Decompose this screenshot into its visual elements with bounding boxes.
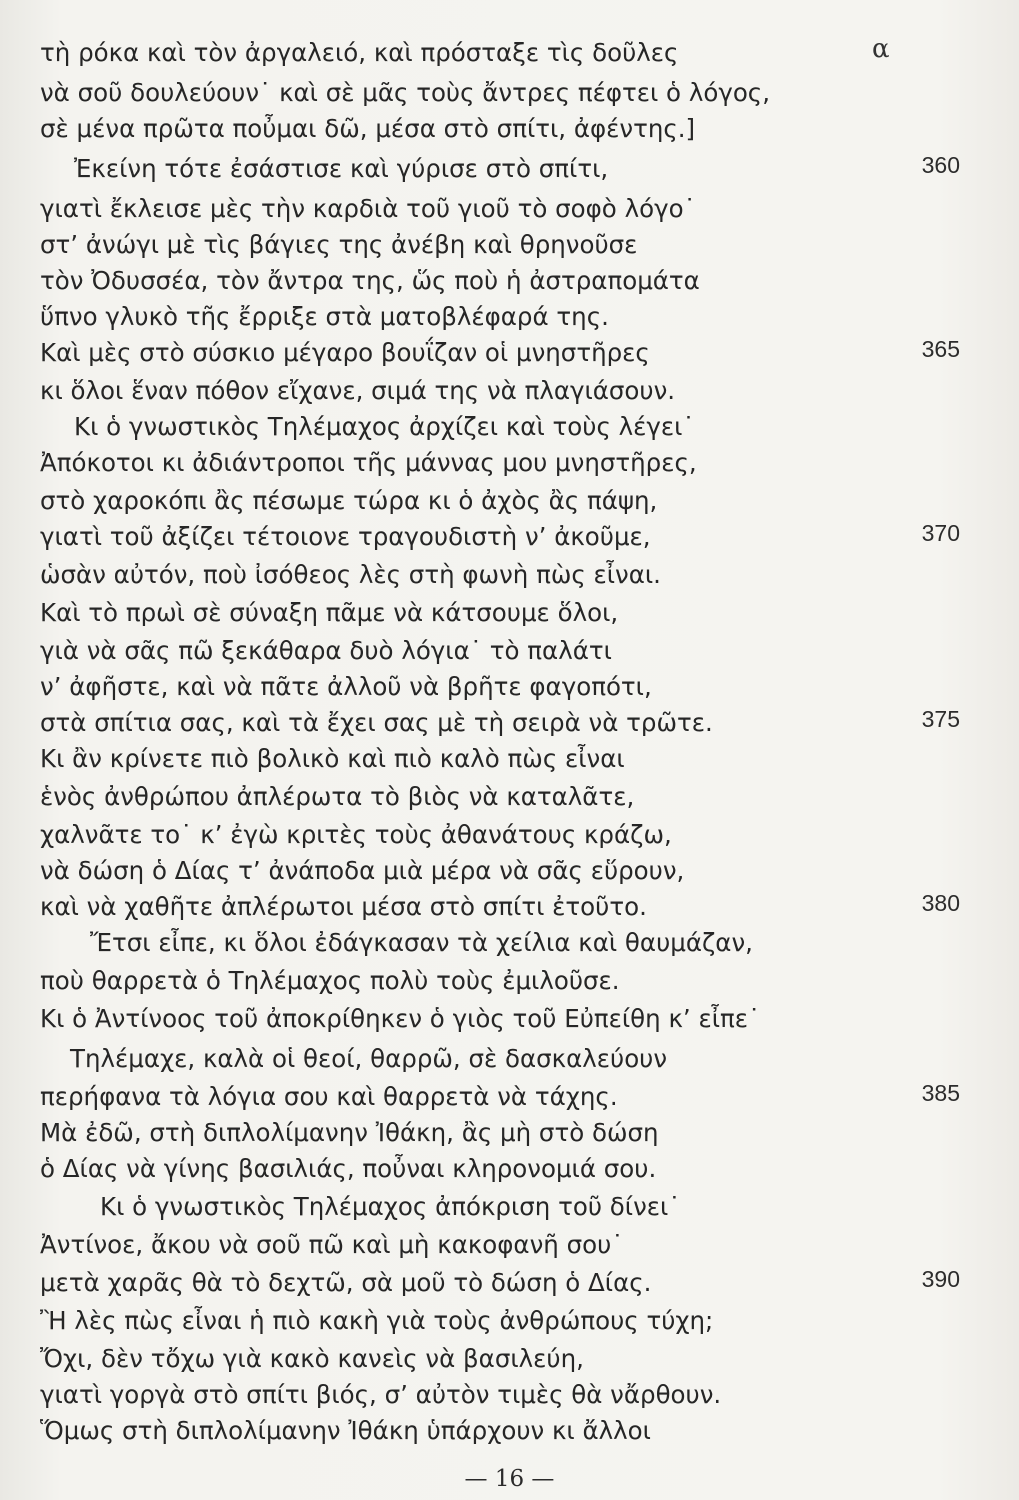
verse-text: στὰ σπίτια σας, καὶ τὰ ἔχει σας μὲ τὴ σειρὰ νὰ τρῶτε.: [40, 708, 713, 737]
verse-line: [0, 966, 960, 1006]
verse-line: [0, 820, 960, 860]
line-number: 360: [921, 152, 960, 178]
verse-text: Τηλέμαχε, καλὰ οἱ θεοί, θαρρῶ, σὲ δασκαλεύουν: [70, 1044, 668, 1073]
verse-line: [0, 1268, 960, 1308]
verse-line: [0, 522, 960, 562]
line-number: 390: [921, 1266, 960, 1292]
verse-line: [0, 1192, 960, 1232]
verse-text: Καὶ τὸ πρωὶ σὲ σύναξη πᾶμε νὰ κάτσουμε ὅλοι,: [40, 598, 619, 627]
verse-line: [0, 1306, 960, 1346]
verse-text: κι ὅλοι ἕναν πόθον εἴχανε, σιμά της νὰ πλαγιάσουν.: [40, 376, 676, 405]
verse-line: [0, 598, 960, 638]
verse-line: [0, 448, 960, 488]
verse-line: [0, 744, 960, 784]
verse-line: [0, 78, 960, 118]
verse-text: Κι ἂν κρίνετε πιὸ βολικὸ καὶ πιὸ καλὸ πὼς εἶναι: [40, 744, 625, 773]
verse-text: Ἢ λὲς πὼς εἶναι ἡ πιὸ κακὴ γιὰ τοὺς ἀνθρώπους τύχη;: [40, 1306, 714, 1335]
line-number: 370: [921, 520, 960, 546]
verse-text: σὲ μένα πρῶτα ποὖμαι δῶ, μέσα στὸ σπίτι, ἀφέντης.]: [40, 114, 696, 143]
verse-line: [0, 1344, 960, 1384]
verse-text: γιατὶ γοργὰ στὸ σπίτι βιός, σ’ αὐτὸν τιμὲς θὰ νἄρθουν.: [40, 1380, 722, 1409]
line-number: 380: [921, 890, 960, 916]
verse-text: γιατὶ τοῦ ἀξίζει τέτοιονε τραγουδιστὴ ν’ ἀκοῦμε,: [40, 522, 651, 551]
verse-line: [0, 1118, 960, 1158]
verse-line: [0, 856, 960, 896]
verse-text: Κι ὁ γνωστικὸς Τηλέμαχος ἀρχίζει καὶ τοὺς λέγει˙: [74, 412, 695, 441]
verse-line: [0, 376, 960, 416]
verse-text: ὕπνο γλυκὸ τῆς ἔρριξε στὰ ματοβλέφαρά της.: [40, 302, 609, 331]
verse-line: [0, 1154, 960, 1194]
verse-line: [0, 154, 960, 194]
verse-text: Μὰ ἐδῶ, στὴ διπλολίμανην Ἰθάκη, ἂς μὴ στὸ δώση: [40, 1118, 659, 1147]
verse-text: νὰ δώση ὁ Δίας τ’ ἀνάποδα μιὰ μέρα νὰ σᾶς εὕρουν,: [40, 856, 685, 885]
verse-line: [0, 412, 960, 452]
verse-text: Κι ὁ γνωστικὸς Τηλέμαχος ἀπόκριση τοῦ δίνει˙: [100, 1192, 681, 1221]
verse-line: [0, 636, 960, 676]
verse-line: [0, 782, 960, 822]
verse-text: Κι ὁ Ἀντίνοος τοῦ ἀποκρίθηκεν ὁ γιὸς τοῦ Εὐπείθη κ’ εἶπε˙: [40, 1004, 761, 1033]
verse-line: [0, 302, 960, 342]
verse-text: Καὶ μὲς στὸ σύσκιο μέγαρο βουΐζαν οἱ μνηστῆρες: [40, 338, 650, 367]
verse-line: [0, 38, 960, 78]
verse-text: μετὰ χαρᾶς θὰ τὸ δεχτῶ, σὰ μοῦ τὸ δώση ὁ Δίας.: [40, 1268, 652, 1297]
verse-text: Ὄχι, δὲν τὄχω γιὰ κακὸ κανεὶς νὰ βασιλεύη,: [40, 1344, 584, 1373]
verse-text: Ὅμως στὴ διπλολίμανην Ἰθάκη ὑπάρχουν κι ἄλλοι: [40, 1416, 651, 1445]
verse-text: ν’ ἀφῆστε, καὶ νὰ πᾶτε ἀλλοῦ νὰ βρῆτε φαγοπότι,: [40, 672, 652, 701]
line-number: 375: [921, 706, 960, 732]
verse-line: [0, 486, 960, 526]
verse-line: [0, 1044, 960, 1084]
verse-line: [0, 1416, 960, 1456]
verse-text: νὰ σοῦ δουλεύουν˙ καὶ σὲ μᾶς τοὺς ἄντρες πέφτει ὁ λόγος,: [40, 78, 770, 107]
verse-text: Ἀπόκοτοι κι ἀδιάντροποι τῆς μάννας μου μνηστῆρες,: [40, 448, 697, 477]
verse-text: Ἀντίνοε, ἄκου νὰ σοῦ πῶ καὶ μὴ κακοφανῆ σου˙: [40, 1230, 624, 1259]
verse-line: [0, 338, 960, 378]
verse-line: [0, 1004, 960, 1044]
verse-text: τὴ ρόκα καὶ τὸν ἀργαλειό, καὶ πρόσταξε τὶς δοῦλες: [40, 38, 679, 67]
verse-text: γιατὶ ἔκλεισε μὲς τὴν καρδιὰ τοῦ γιοῦ τὸ σοφὸ λόγο˙: [40, 194, 696, 223]
verse-text: Ἔτσι εἶπε, κι ὅλοι ἐδάγκασαν τὰ χείλια καὶ θαυμάζαν,: [90, 928, 753, 957]
verse-line: [0, 1380, 960, 1420]
verse-line: [0, 892, 960, 932]
verse-line: [0, 1082, 960, 1122]
verse-text: ἑνὸς ἀνθρώπου ἀπλέρωτα τὸ βιὸς νὰ καταλᾶτε,: [40, 782, 635, 811]
section-mark: α: [872, 34, 890, 64]
verse-text: τὸν Ὀδυσσέα, τὸν ἄντρα της, ὥς ποὺ ἡ ἀστραπομάτα: [40, 266, 700, 295]
verse-line: [0, 928, 960, 968]
line-number: 385: [921, 1080, 960, 1106]
verse-line: [0, 708, 960, 748]
verse-text: γιὰ νὰ σᾶς πῶ ξεκάθαρα δυὸ λόγια˙ τὸ παλάτι: [40, 636, 612, 665]
verse-text: στὸ χαροκόπι ἂς πέσωμε τώρα κι ὁ ἀχὸς ἂς πάψη,: [40, 486, 658, 515]
verse-line: [0, 1230, 960, 1270]
verse-line: [0, 266, 960, 306]
page-number: — 16 —: [464, 1466, 555, 1492]
verse-text: Ἐκείνη τότε ἐσάστισε καὶ γύρισε στὸ σπίτι,: [74, 154, 609, 183]
verse-text: καὶ νὰ χαθῆτε ἀπλέρωτοι μέσα στὸ σπίτι ἐτοῦτο.: [40, 892, 647, 921]
verse-text: στ’ ἀνώγι μὲ τὶς βάγιες της ἀνέβη καὶ θρηνοῦσε: [40, 230, 638, 259]
verse-line: [0, 114, 960, 154]
verse-line: [0, 560, 960, 600]
verse-line: [0, 230, 960, 270]
verse-text: ὁ Δίας νὰ γίνης βασιλιάς, ποὖναι κληρονομιά σου.: [40, 1154, 657, 1183]
verse-line: [0, 194, 960, 234]
verse-text: ὡσὰν αὐτόν, ποὺ ἰσόθεος λὲς στὴ φωνὴ πὼς εἶναι.: [40, 560, 661, 589]
verse-text: χαλνᾶτε το˙ κ’ ἐγὼ κριτὲς τοὺς ἀθανάτους κράζω,: [40, 820, 672, 849]
verse-text: περήφανα τὰ λόγια σου καὶ θαρρετὰ νὰ τάχης.: [40, 1082, 618, 1111]
verse-text: ποὺ θαρρετὰ ὁ Τηλέμαχος πολὺ τοὺς ἐμιλοῦσε.: [40, 966, 620, 995]
verse-line: [0, 672, 960, 712]
line-number: 365: [921, 336, 960, 362]
